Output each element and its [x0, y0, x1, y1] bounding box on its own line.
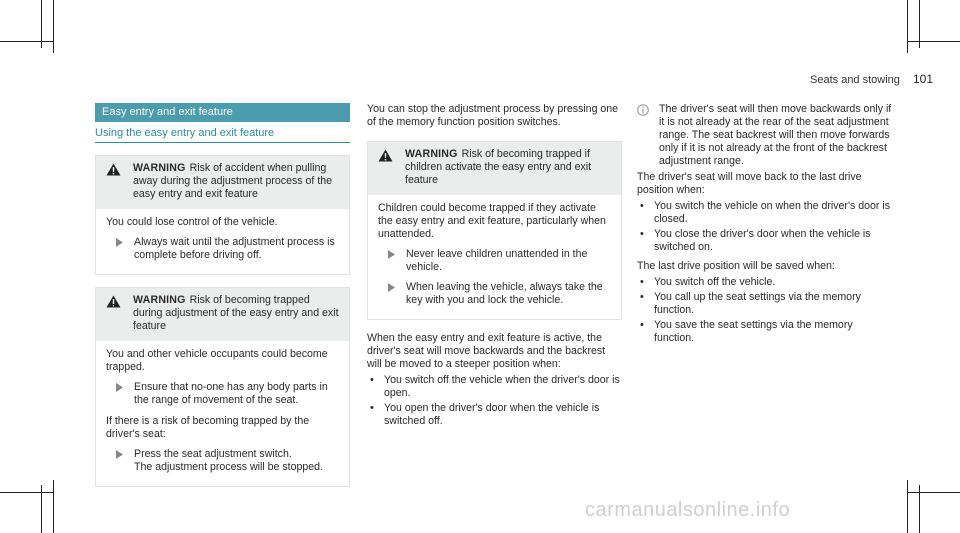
list-item: • You switch off the vehicle when the driver's door is open. — [370, 374, 620, 399]
bullet-list — [637, 276, 892, 345]
step-text: Always wait until the adjustment process is complete before driving off. — [134, 236, 335, 261]
instruction-step — [388, 281, 611, 307]
warning-body — [96, 341, 349, 486]
section-title: Easy entry and exit feature — [95, 103, 350, 122]
section-name: Seats and stowing — [810, 74, 900, 86]
crop-mark — [907, 492, 960, 493]
warning-triangle-icon — [106, 294, 123, 333]
instruction-step — [116, 236, 339, 262]
warning-box — [95, 287, 350, 487]
step-arrow-icon — [116, 448, 124, 474]
note — [637, 103, 892, 168]
list-item: • You save the seat settings via the memory function. — [640, 319, 853, 344]
crop-mark — [907, 480, 908, 533]
bullet-list — [637, 200, 892, 254]
step-arrow-icon — [116, 381, 124, 407]
warning-heading: Risk of becoming trapped if children activate the easy entry and exit feature — [405, 148, 592, 186]
crop-mark — [53, 0, 54, 53]
warning-heading: Risk of becoming trapped during adjustment of the easy entry and exit feature — [133, 294, 339, 332]
column-2 — [367, 103, 622, 432]
step-result: The adjustment process will be stopped. — [134, 461, 324, 473]
body-text: The driver's seat will move back to the last drive position when: — [637, 171, 862, 196]
warning-triangle-icon — [378, 148, 395, 187]
instruction-step — [116, 448, 339, 474]
crop-mark — [53, 480, 54, 533]
crop-mark — [907, 41, 960, 42]
crop-mark — [0, 492, 53, 493]
warning-header — [96, 288, 349, 341]
column-3 — [637, 103, 892, 349]
list-item: • You close the driver's door when the vehicle is switched on. — [640, 228, 871, 253]
list-item: • You call up the seat settings via the memory function. — [640, 291, 861, 316]
bullet-list — [367, 374, 622, 428]
warning-text: If there is a risk of becoming trapped by the driver's seat: — [106, 415, 310, 440]
warning-body — [368, 195, 621, 319]
step-text: Press the seat adjustment switch. — [134, 448, 292, 460]
warning-body — [96, 209, 349, 274]
note-text: The driver's seat will then move backwards only if it is not already at the rear of the seat adjustment range. The seat backrest will then move forwards only if it is not already at the front of the backrest adjustment range. — [659, 103, 892, 167]
warning-box — [367, 141, 622, 320]
warning-label: WARNING — [405, 148, 458, 160]
list-item: • You switch off the vehicle. — [640, 276, 776, 288]
body-text: The last drive position will be saved when: — [637, 260, 835, 272]
step-text: Ensure that no-one has any body parts in the range of movement of the seat. — [134, 381, 328, 406]
page-number: 101 — [912, 72, 933, 86]
info-icon — [637, 103, 650, 168]
step-arrow-icon — [116, 236, 124, 262]
warning-label: WARNING — [133, 294, 186, 306]
warning-text: You and other vehicle occupants could become trapped. — [106, 348, 328, 373]
warning-triangle-icon — [106, 162, 123, 201]
crop-mark — [907, 0, 908, 53]
warning-box — [95, 155, 350, 275]
crop-mark — [919, 485, 920, 533]
instruction-step — [116, 381, 339, 407]
instruction-step — [388, 248, 611, 274]
list-item: • You switch the vehicle on when the driver's door is closed. — [640, 200, 891, 225]
warning-header — [368, 142, 621, 195]
intro-text: You can stop the adjustment process by pressing one of the memory function position switches. — [367, 103, 619, 128]
warning-label: WARNING — [133, 162, 186, 174]
step-arrow-icon — [388, 248, 396, 274]
warning-heading: Risk of accident when pulling away during the adjustment process of the easy entry and exit feature — [133, 162, 333, 200]
page-header — [810, 73, 933, 87]
warning-text: Children could become trapped if they activate the easy entry and exit feature, particularly when unattended. — [378, 202, 606, 240]
crop-mark — [0, 41, 53, 42]
step-text: When leaving the vehicle, always take the key with you and lock the vehicle. — [406, 281, 603, 306]
body-text: When the easy entry and exit feature is active, the driver's seat will move backwards and the backrest will be moved to a steeper position when: — [367, 332, 606, 370]
warning-text: You could lose control of the vehicle. — [106, 216, 278, 228]
list-item: • You open the driver's door when the vehicle is switched off. — [370, 402, 600, 427]
warning-header — [96, 156, 349, 209]
subsection-title: Using the easy entry and exit feature — [95, 127, 350, 143]
column-1 — [95, 103, 350, 487]
watermark: carmanualsonline.info — [585, 499, 791, 521]
crop-mark — [919, 0, 920, 48]
step-text: Never leave children unattended in the vehicle. — [406, 248, 588, 273]
step-arrow-icon — [388, 281, 396, 307]
